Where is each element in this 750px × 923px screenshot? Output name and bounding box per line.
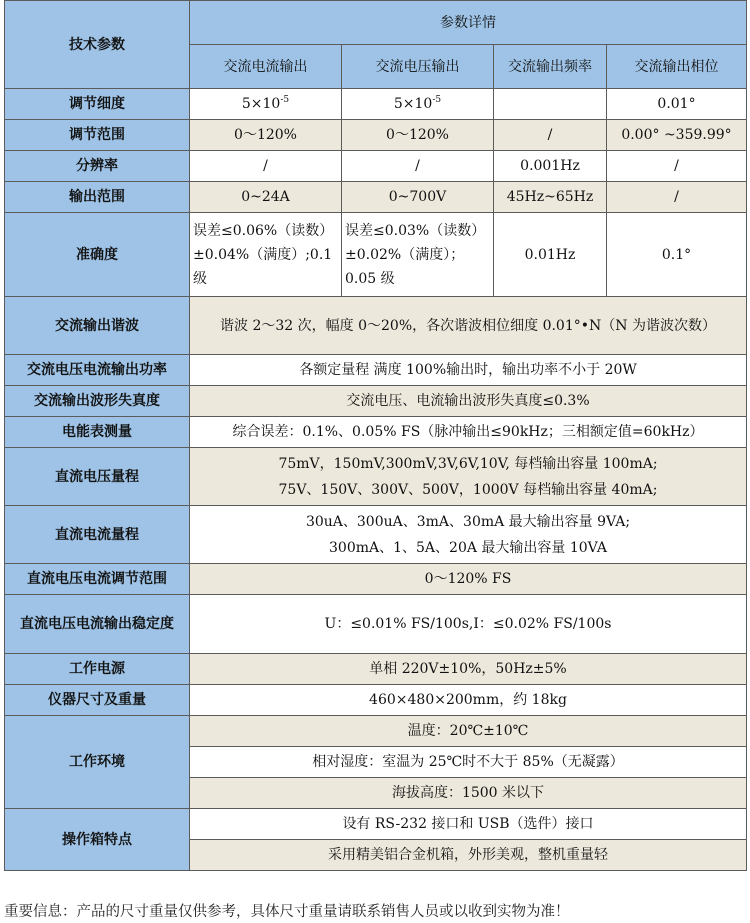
row-label: 交流电压电流输出功率 [5, 355, 190, 386]
cell-value: 0.00° ~359.99° [607, 120, 747, 151]
cell-value: 设有 RS-232 接口和 USB（选件）接口 [190, 809, 747, 840]
table-row [5, 564, 747, 595]
row-label: 直流电压电流调节范围 [5, 564, 190, 595]
row-label: 直流电压电流输出稳定度 [5, 595, 190, 654]
table-row [5, 716, 747, 747]
table-row [5, 297, 747, 355]
row-label: 交流输出波形失真度 [5, 386, 190, 417]
row-label: 工作电源 [5, 654, 190, 685]
col-ac-phase: 交流输出相位 [607, 45, 747, 89]
cell-value: 45Hz~65Hz [494, 182, 607, 213]
cell-value: / [342, 151, 494, 182]
table-row [5, 355, 747, 386]
cell-value: 温度：20℃±10℃ [190, 716, 747, 747]
cell-value: 460×480×200mm，约 18kg [190, 685, 747, 716]
cell-value: 0~24A [190, 182, 342, 213]
table-row [5, 595, 747, 654]
cell-value: 交流电压、电流输出波形失真度≤0.3% [190, 386, 747, 417]
table-row [5, 685, 747, 716]
cell-value: / [190, 151, 342, 182]
spec-table [4, 0, 747, 871]
row-label: 调节范围 [5, 120, 190, 151]
cell-value [494, 89, 607, 120]
table-row [5, 386, 747, 417]
table-row [5, 120, 747, 151]
footnote: 重要信息：产品的尺寸重量仅供参考，具体尺寸重量请联系销售人员或以收到实物为准！ [4, 904, 570, 920]
row-label: 工作环境 [5, 716, 190, 809]
row-label: 直流电压量程 [5, 448, 190, 506]
cell-value: 0～120% FS [190, 564, 747, 595]
table-row [5, 151, 747, 182]
cell-value: 各额定量程 满度 100%输出时，输出功率不小于 20W [190, 355, 747, 386]
table-row [5, 809, 747, 840]
cell-value: / [494, 120, 607, 151]
cell-value: 30uA、300uA、3mA、30mA 最大输出容量 9VA; 300mA、1、5A、20A 最大输出容量 10VA [190, 506, 747, 564]
table-row [5, 506, 747, 564]
cell-value: 0.01° [607, 89, 747, 120]
cell-value: $5\times 10^{-5}$ [342, 89, 494, 120]
row-label: 调节细度 [5, 89, 190, 120]
col-ac-current: 交流电流输出 [190, 45, 342, 89]
table-row [5, 417, 747, 448]
cell-value: / [607, 151, 747, 182]
row-label: 仪器尺寸及重量 [5, 685, 190, 716]
cell-value: 误差≤0.06%（读数）±0.04%（满度）;0.1 级 [190, 213, 342, 297]
header-detail-label: 参数详情 [190, 1, 747, 45]
cell-value: 75mV，150mV,300mV,3V,6V,10V, 每档输出容量 100mA; 75V、150V、300V、500V，1000V 每档输出容量 40mA; [190, 448, 747, 506]
row-label: 直流电流量程 [5, 506, 190, 564]
cell-value: 相对湿度：室温为 25℃时不大于 85%（无凝露） [190, 747, 747, 778]
cell-value: 综合误差：0.1%、0.05% FS（脉冲输出≤90kHz；三相额定值=60kHz） [190, 417, 747, 448]
cell-value: 0～120% [342, 120, 494, 151]
cell-value: 0.1° [607, 213, 747, 297]
cell-value: 采用精美铝合金机箱，外形美观，整机重量轻 [190, 840, 747, 871]
cell-value: U：≤0.01% FS/100s,I：≤0.02% FS/100s [190, 595, 747, 654]
cell-value: 海拔高度：1500 米以下 [190, 778, 747, 809]
col-ac-frequency: 交流输出频率 [494, 45, 607, 89]
header-param-label: 技术参数 [5, 1, 190, 89]
cell-value: 0~700V [342, 182, 494, 213]
table-row [5, 654, 747, 685]
row-label: 电能表测量 [5, 417, 190, 448]
table-row [5, 182, 747, 213]
cell-value: 谐波 2～32 次，幅度 0～20%，各次谐波相位细度 0.01°•N（N 为谐波次数） [190, 297, 747, 355]
cell-value: 0.001Hz [494, 151, 607, 182]
cell-value: 0.01Hz [494, 213, 607, 297]
row-label: 准确度 [5, 213, 190, 297]
table-row [5, 89, 747, 120]
row-label: 分辨率 [5, 151, 190, 182]
cell-value: 0～120% [190, 120, 342, 151]
cell-value: 单相 220V±10%，50Hz±5% [190, 654, 747, 685]
cell-value: $5\times 10^{-5}$ [190, 89, 342, 120]
col-ac-voltage: 交流电压输出 [342, 45, 494, 89]
row-label: 输出范围 [5, 182, 190, 213]
cell-value: / [607, 182, 747, 213]
row-label: 操作箱特点 [5, 809, 190, 871]
table-row [5, 213, 747, 297]
row-label: 交流输出谐波 [5, 297, 190, 355]
table-row [5, 448, 747, 506]
cell-value: 误差≤0.03%（读数）±0.02%（满度）；0.05 级 [342, 213, 494, 297]
